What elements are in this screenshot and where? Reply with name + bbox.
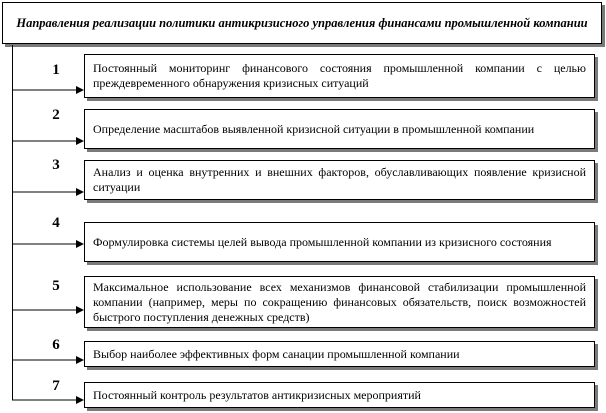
step-number: 4 — [52, 215, 60, 231]
step-text: Постоянный контроль результатов антикризисных мероприятий — [93, 387, 421, 402]
step-box — [84, 382, 595, 408]
step-text: Формулировка системы целей вывода промышленной компании из кризисного состояния — [93, 234, 552, 249]
step-box — [84, 222, 595, 262]
diagram-title — [2, 2, 602, 44]
step-text: Анализ и оценка внутренних и внешних факторов, обуславливающих появление кризисной ситуации — [93, 165, 586, 194]
step-text: Определение масштабов выявленной кризисной ситуации в промышленной компании — [93, 121, 535, 136]
step-text: Выбор наиболее эффективных форм санации промышленной компании — [93, 346, 460, 361]
step-number: 3 — [52, 157, 60, 173]
connector-spine — [12, 45, 13, 400]
step-box — [84, 109, 595, 149]
step-box — [84, 341, 595, 367]
step-text: Постоянный мониторинг финансового состояния промышленной компании с целью преждевременного обнаружения кризисных ситуаций — [93, 61, 586, 90]
step-number: 7 — [52, 378, 60, 394]
diagram-title-text: Направления реализации политики антикризисного управления финансами промышленной компании — [16, 16, 588, 30]
step-text: Максимальное использование всех механизмов финансовой стабилизации промышленной компании (например, меры по сокращению финансовых обязательств, поиск возможностей быстрого поступления денежных средств) — [93, 279, 586, 324]
step-box — [84, 54, 595, 98]
step-number: 2 — [52, 107, 60, 123]
step-number: 5 — [52, 278, 60, 294]
step-number: 6 — [52, 337, 60, 353]
step-box — [84, 160, 595, 200]
step-number: 1 — [52, 62, 60, 78]
step-box — [84, 276, 595, 328]
